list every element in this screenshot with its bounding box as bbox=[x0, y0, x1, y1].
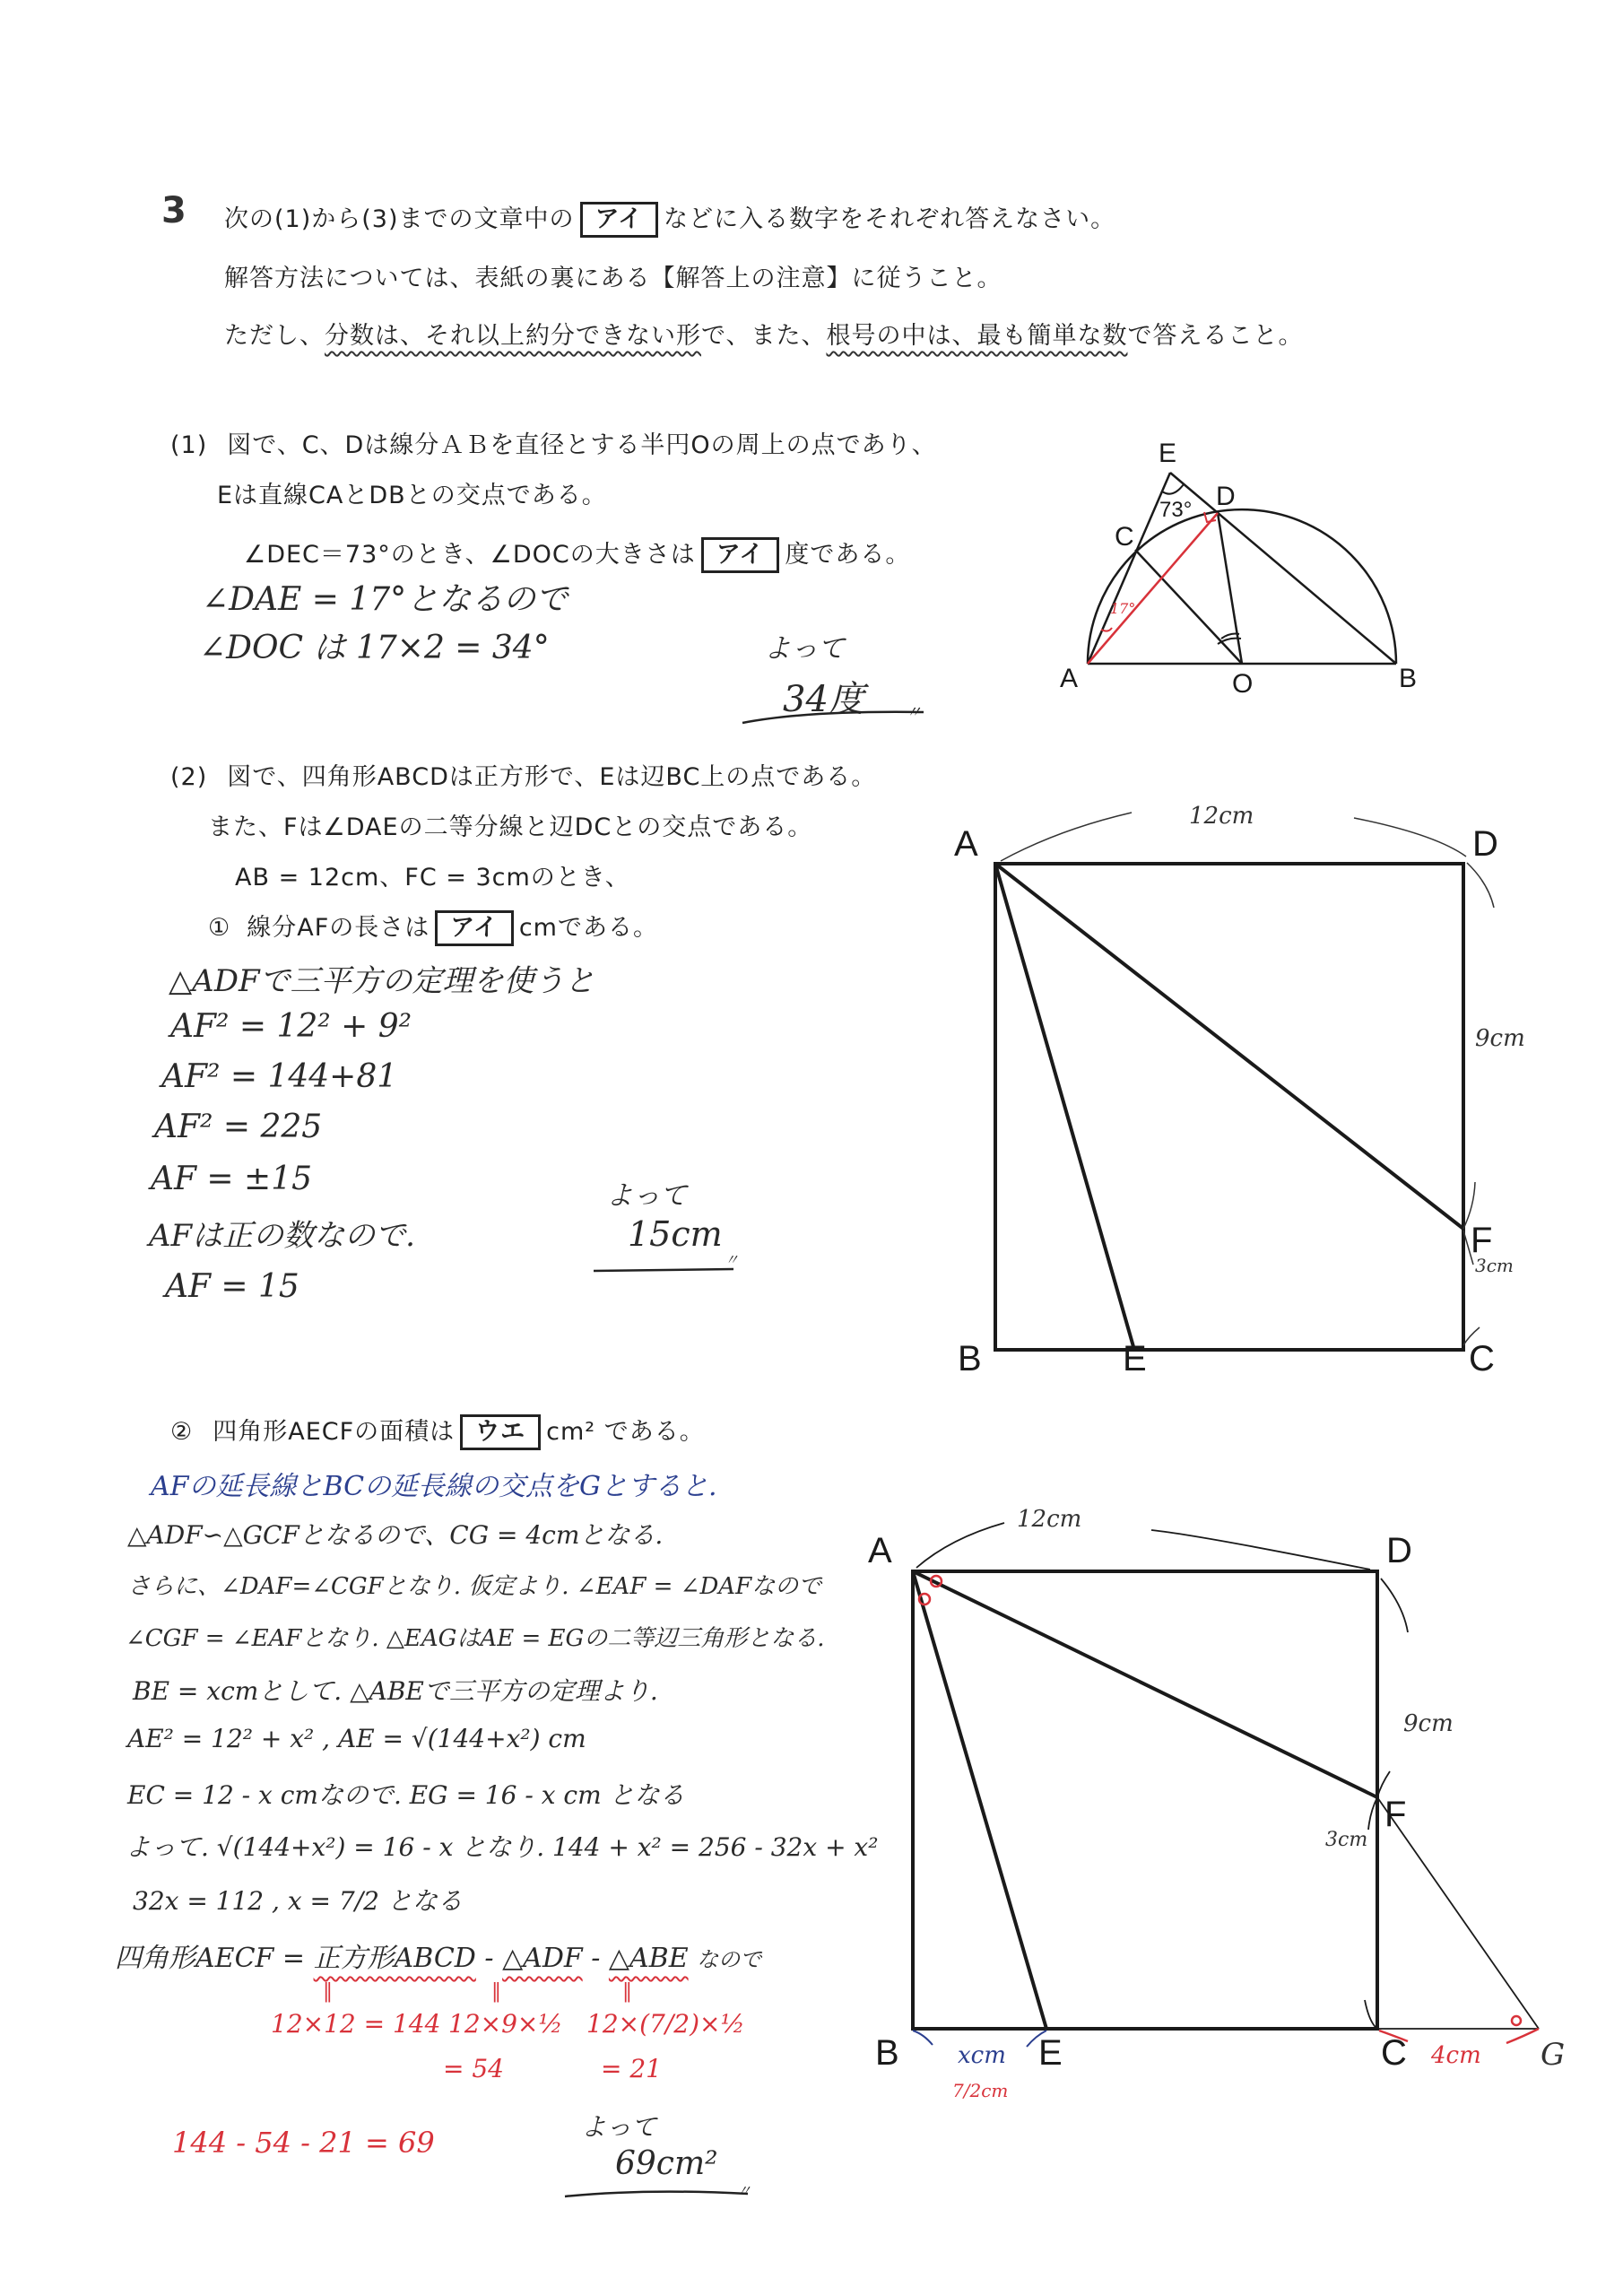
sq2-len-cg: 4cm bbox=[1431, 2042, 1481, 2069]
sq2-len-ad: 12cm bbox=[1017, 1506, 1082, 1533]
line-ae bbox=[913, 1571, 1046, 2029]
sub2-work-blue-line: AFの延長線とBCの延長線の交点をGとすると. bbox=[151, 1471, 717, 1502]
q1-label-b: B bbox=[1399, 664, 1418, 693]
sub2-work-line: AE² = 12² + x² , AE = √(144+x²) cm bbox=[127, 1724, 586, 1753]
sq2-label-f: F bbox=[1384, 1795, 1407, 1834]
sq2-label-c: C bbox=[1381, 2033, 1407, 2073]
q1-line-2: Eは直線CAとDBとの交点である。 bbox=[217, 482, 607, 509]
q1-text: 図で、C、Dは線分ＡＢを直径とする半円Oの周上の点であり、 bbox=[227, 431, 937, 459]
sq1-len-ad: 12cm bbox=[1189, 803, 1254, 830]
sub2-work-line: BE = xcmとして. △ABEで三平方の定理より. bbox=[133, 1676, 658, 1706]
calc-square-area: 12×12 = 144 bbox=[271, 2009, 441, 2039]
sub1-answer-underline bbox=[594, 1269, 733, 1271]
area-term-square: 正方形ABCD bbox=[313, 1943, 476, 1974]
sq1-label-d: D bbox=[1472, 824, 1498, 864]
sq2-label-b: B bbox=[875, 2033, 899, 2073]
instruction-line-2: 解答方法については、表紙の裏にある【解答上の注意】に従うこと。 bbox=[224, 265, 1002, 292]
square-2-red-marks bbox=[919, 1576, 1539, 2043]
brace-ad-right bbox=[1354, 818, 1466, 857]
brace-cg-right bbox=[1506, 2029, 1539, 2043]
sub2-work-line: △ADF∽△GCFとなるので、CG = 4cmとなる. bbox=[127, 1520, 664, 1550]
q2-label: (2) bbox=[170, 763, 208, 791]
sub1-text: cmである。 bbox=[518, 914, 658, 942]
sq1-len-df: 9cm bbox=[1475, 1025, 1525, 1052]
square-abcd bbox=[913, 1571, 1377, 2029]
sub2-label: ② bbox=[170, 1418, 194, 1446]
brace-c bbox=[1365, 2000, 1377, 2029]
instruction-text: で答えること。 bbox=[1127, 322, 1304, 350]
brace-be-left bbox=[913, 2031, 933, 2045]
sub1-answer-prefix: よって bbox=[606, 1180, 687, 1212]
sub2-work-line: 32x = 112 , x = 7/2 となる bbox=[133, 1886, 463, 1916]
q1-work-line-2: ∠DOC は 17×2 = 34° bbox=[199, 630, 550, 666]
line-af bbox=[913, 1571, 1377, 1797]
sub1-work-line: AF² = 144+81 bbox=[161, 1058, 398, 1095]
sub1-work-line: AFは正の数なので. bbox=[149, 1218, 415, 1254]
sub2-answer-prefix: よって bbox=[581, 2112, 657, 2142]
sub1-work-line: AF = 15 bbox=[165, 1268, 299, 1305]
area-post: なので bbox=[697, 1947, 762, 1972]
sq2-len-be: xcm bbox=[958, 2042, 1006, 2069]
sub1-label: ① bbox=[208, 914, 231, 942]
sq1-label-b: B bbox=[958, 1339, 982, 1378]
sub1-answer: 15cm bbox=[628, 1214, 723, 1254]
sub1-work-line: △ADFで三平方の定理を使うと bbox=[169, 963, 595, 999]
sub1-work-line: AF = ±15 bbox=[151, 1161, 312, 1197]
minus-sign: - bbox=[591, 1943, 601, 1974]
q1-answer-underline bbox=[742, 712, 924, 723]
q1-text: 度である。 bbox=[785, 541, 911, 569]
sq1-label-c: C bbox=[1469, 1339, 1495, 1378]
calc-abe-result: = 21 bbox=[601, 2054, 662, 2083]
q1-work-line-1: ∠DAE = 17°となるので bbox=[202, 581, 568, 618]
calc-adf-area: 12×9×½ bbox=[448, 2009, 563, 2039]
calc-total: 144 - 54 - 21 = 69 bbox=[172, 2126, 435, 2160]
q2-line-2: また、Fは∠DAEの二等分線と辺DCとの交点である。 bbox=[208, 813, 813, 841]
sq2-len-df: 9cm bbox=[1403, 1710, 1454, 1737]
sq2-label-d: D bbox=[1386, 1531, 1412, 1570]
sq1-label-e: E bbox=[1123, 1339, 1147, 1378]
sq2-label-g: G bbox=[1541, 2037, 1566, 2073]
sub2-answer: 69cm² bbox=[615, 2145, 718, 2182]
brace-ad-left bbox=[1001, 813, 1132, 861]
square-figure-1 bbox=[995, 864, 1463, 1350]
sq1-len-fc: 3cm bbox=[1475, 1255, 1514, 1276]
eq-mark: ‖ bbox=[323, 1980, 333, 2003]
instruction-text: などに入る数字をそれぞれ答えなさい。 bbox=[664, 205, 1116, 233]
area-term-adf: △ADF bbox=[502, 1943, 583, 1974]
area-term-abe: △ABE bbox=[608, 1943, 689, 1974]
q1-label: (1) bbox=[170, 431, 208, 459]
answer-box-ai: アイ bbox=[580, 202, 659, 238]
q2-line-3: AB = 12cm、FC = 3cmのとき、 bbox=[235, 864, 630, 891]
eq-mark: ‖ bbox=[622, 1980, 632, 2003]
question-number: 3 bbox=[161, 190, 187, 231]
q1-angle-a-label: 17° bbox=[1110, 600, 1136, 617]
sub2-answer-mark: 〃 bbox=[737, 2182, 752, 2199]
instruction-text: で、また、 bbox=[701, 322, 827, 350]
sub2-work-line: ∠CGF = ∠EAFとなり. △EAGはAE = EGの二等辺三角形となる. bbox=[126, 1625, 825, 1652]
sub2-text: cm² である。 bbox=[546, 1418, 705, 1446]
sq2-len-be-value: 7/2cm bbox=[952, 2080, 1009, 2101]
sq1-label-a: A bbox=[954, 824, 978, 864]
minus-sign: - bbox=[484, 1943, 494, 1974]
sq1-label-f: F bbox=[1471, 1221, 1493, 1260]
q1-label-a: A bbox=[1060, 664, 1079, 693]
sq2-len-fc: 3cm bbox=[1325, 1829, 1368, 1851]
square-1-annotations bbox=[1001, 813, 1494, 1345]
calc-abe-area: 12×(7/2)×½ bbox=[586, 2009, 745, 2039]
q1-label-c: C bbox=[1115, 522, 1134, 552]
square-2-extension bbox=[916, 1523, 1539, 2029]
line-ae bbox=[995, 864, 1134, 1350]
q1-figure bbox=[1088, 473, 1396, 664]
q2-text: 図で、四角形ABCDは正方形で、Eは辺BC上の点である。 bbox=[227, 763, 877, 791]
brace-ad-right bbox=[1151, 1530, 1370, 1570]
sub1-work-line: AF² = 12² + 9² bbox=[170, 1008, 412, 1045]
q1-label-d: D bbox=[1216, 482, 1236, 511]
sq2-label-a: A bbox=[868, 1531, 892, 1570]
q1-answer-prefix: よって bbox=[764, 633, 845, 665]
area-lhs: 四角形AECF = bbox=[115, 1943, 306, 1974]
sub1-answer-mark: 〃 bbox=[725, 1251, 740, 1268]
sub2-work-line: よって. √(144+x²) = 16 - x となり. 144 + x² = 256 - 32x + x² bbox=[126, 1832, 879, 1862]
q1-label-e: E bbox=[1159, 439, 1177, 468]
wavy-underlined-text: 根号の中は、最も簡単な数 bbox=[826, 322, 1128, 350]
q1-answer-mark: 〃 bbox=[906, 703, 922, 722]
instruction-text: 次の(1)から(3)までの文章中の bbox=[224, 205, 575, 233]
square-figure-2 bbox=[913, 1571, 1377, 2029]
wavy-underlined-text: 分数は、それ以上約分できない形 bbox=[325, 322, 701, 350]
eq-mark: ‖ bbox=[491, 1980, 501, 2003]
line-af bbox=[995, 864, 1463, 1229]
sub1-text: 線分AFの長さは bbox=[247, 914, 430, 942]
brace-df bbox=[1381, 1578, 1408, 1632]
sub2-answer-underline bbox=[565, 2192, 748, 2196]
answer-box-ai: アイ bbox=[701, 537, 780, 573]
q1-answer: 34度 bbox=[783, 679, 864, 720]
sq2-label-e: E bbox=[1038, 2033, 1063, 2073]
q1-text: ∠DEC＝73°のとき、∠DOCの大きさは bbox=[244, 541, 696, 569]
angle-mark-circle bbox=[1512, 2016, 1521, 2025]
line-ae bbox=[1088, 473, 1170, 664]
instruction-text: ただし、 bbox=[224, 322, 325, 350]
q1-angle-e-label: 73° bbox=[1159, 498, 1193, 522]
answer-box-ai: アイ bbox=[435, 910, 514, 946]
sub2-work-line: EC = 12 - x cmなので. EG = 16 - x cm となる bbox=[127, 1780, 685, 1810]
sub2-work-line: さらに、∠DAF=∠CGFとなり. 仮定より. ∠EAF = ∠DAFなので bbox=[127, 1573, 822, 1600]
sub1-work-line: AF² = 225 bbox=[154, 1109, 323, 1145]
brace-df bbox=[1467, 863, 1494, 908]
calc-adf-result: = 54 bbox=[443, 2054, 504, 2083]
answer-box-ue: ウエ bbox=[460, 1414, 541, 1450]
q1-label-o: O bbox=[1232, 669, 1254, 699]
brace-ad-left bbox=[916, 1523, 1004, 1568]
sub2-text: 四角形AECFの面積は bbox=[213, 1418, 456, 1446]
